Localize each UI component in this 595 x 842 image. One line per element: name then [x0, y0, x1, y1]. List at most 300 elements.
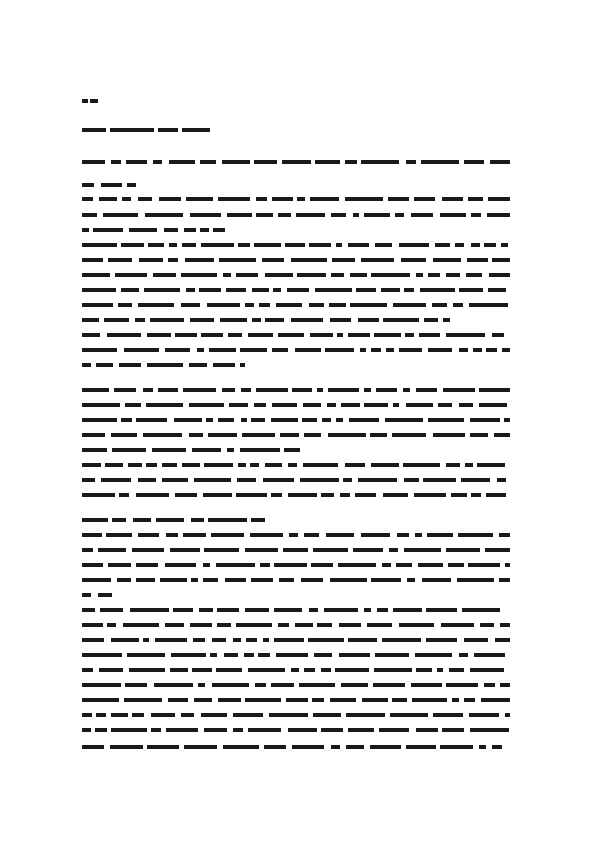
text-word-glyph: [160, 578, 187, 582]
text-word-glyph: [82, 448, 107, 452]
text-word-glyph: [121, 288, 139, 292]
text-word-glyph: [82, 593, 91, 597]
text-word-glyph: [486, 348, 497, 352]
text-word-glyph: [393, 403, 399, 407]
text-word-glyph: [407, 578, 415, 582]
text-word-glyph: [497, 478, 506, 482]
text-word-glyph: [165, 623, 184, 627]
text-word-glyph: [82, 258, 103, 262]
text-word-glyph: [473, 348, 482, 352]
text-word-glyph: [154, 683, 193, 687]
text-word-glyph: [477, 463, 505, 467]
text-word-glyph: [492, 745, 502, 749]
text-word-glyph: [213, 228, 225, 232]
text-word-glyph: [386, 348, 394, 352]
text-word-glyph: [170, 668, 188, 672]
text-word-glyph: [345, 197, 383, 201]
text-word-glyph: [313, 548, 348, 552]
text-word-glyph: [446, 683, 478, 687]
text-word-glyph: [480, 623, 494, 627]
text-word-glyph: [185, 258, 214, 262]
text-word-glyph: [443, 388, 475, 392]
text-word-glyph: [435, 243, 450, 247]
text-word-glyph: [186, 197, 213, 201]
text-word-glyph: [82, 713, 92, 717]
text-word-glyph: [201, 243, 234, 247]
text-word-glyph: [119, 493, 129, 497]
text-word-glyph: [325, 348, 354, 352]
text-word-glyph: [123, 623, 159, 627]
text-word-glyph: [330, 578, 367, 582]
text-word-glyph: [143, 638, 149, 642]
text-word-glyph: [82, 578, 111, 582]
text-word-glyph: [310, 197, 339, 201]
text-word-glyph: [183, 388, 216, 392]
text-word-glyph: [346, 713, 385, 717]
text-word-glyph: [248, 333, 273, 337]
text-word-glyph: [399, 243, 429, 247]
text-word-glyph: [199, 288, 221, 292]
text-word-glyph: [254, 243, 281, 247]
text-word-glyph: [300, 478, 339, 482]
text-word-glyph: [111, 160, 121, 164]
text-word-glyph: [107, 623, 116, 627]
text-word-glyph: [362, 698, 388, 702]
text-word-glyph: [138, 533, 159, 537]
text-word-glyph: [82, 638, 104, 642]
text-word-glyph: [446, 548, 480, 552]
text-word-glyph: [374, 668, 412, 672]
text-word-glyph: [183, 533, 206, 537]
text-word-glyph: [415, 533, 422, 537]
text-word-glyph: [110, 745, 143, 749]
text-word-glyph: [440, 745, 473, 749]
text-word-glyph: [147, 745, 179, 749]
text-word-glyph: [309, 608, 318, 612]
text-word-glyph: [424, 318, 438, 322]
text-word-glyph: [399, 348, 422, 352]
text-word-glyph: [191, 518, 204, 522]
text-word-glyph: [376, 388, 397, 392]
text-word-glyph: [303, 403, 321, 407]
text-word-glyph: [392, 698, 407, 702]
text-word-glyph: [358, 478, 397, 482]
top-label-glyphs: [82, 99, 210, 132]
text-word-glyph: [428, 273, 440, 277]
text-word-glyph: [286, 698, 308, 702]
text-word-glyph: [406, 403, 433, 407]
text-word-glyph: [248, 728, 281, 732]
text-word-glyph: [423, 478, 456, 482]
text-word-glyph: [499, 578, 510, 582]
text-word-glyph: [108, 258, 132, 262]
text-word-glyph: [505, 563, 510, 567]
text-word-glyph: [469, 303, 508, 307]
text-word-glyph: [138, 303, 174, 307]
text-word-glyph: [324, 608, 358, 612]
text-word-glyph: [237, 478, 256, 482]
text-word-glyph: [403, 388, 410, 392]
text-word-glyph: [125, 683, 147, 687]
text-word-glyph: [469, 713, 499, 717]
text-word-glyph: [433, 258, 461, 262]
text-word-glyph: [284, 448, 300, 452]
text-word-glyph: [283, 548, 308, 552]
text-word-glyph: [146, 463, 157, 467]
text-word-glyph: [192, 668, 212, 672]
text-word-glyph: [162, 463, 177, 467]
text-word-glyph: [159, 197, 181, 201]
text-word-glyph: [129, 228, 157, 232]
text-word-glyph: [501, 243, 508, 247]
text-word-glyph: [194, 478, 231, 482]
text-word-glyph: [339, 623, 361, 627]
text-word-glyph: [468, 563, 500, 567]
text-word-glyph: [364, 388, 371, 392]
text-word-glyph: [262, 258, 284, 262]
text-word-glyph: [189, 363, 207, 367]
text-word-glyph: [126, 160, 147, 164]
text-word-glyph: [82, 683, 121, 687]
text-word-glyph: [271, 683, 294, 687]
text-word-glyph: [125, 403, 141, 407]
text-word-glyph: [220, 318, 247, 322]
text-word-glyph: [212, 638, 226, 642]
text-word-glyph: [428, 348, 452, 352]
text-word-glyph: [420, 288, 455, 292]
text-word-glyph: [112, 448, 146, 452]
text-word-glyph: [289, 533, 298, 537]
text-word-glyph: [470, 418, 500, 422]
text-word-glyph: [353, 548, 383, 552]
text-word-glyph: [481, 698, 510, 702]
text-word-glyph: [451, 493, 467, 497]
text-word-glyph: [228, 333, 242, 337]
text-word-glyph: [236, 493, 267, 497]
text-word-glyph: [256, 197, 267, 201]
text-word-glyph: [361, 258, 394, 262]
text-word-glyph: [182, 243, 196, 247]
text-word-glyph: [459, 653, 468, 657]
text-word-glyph: [208, 518, 247, 522]
text-word-glyph: [433, 433, 465, 437]
text-word-glyph: [216, 668, 242, 672]
text-word-glyph: [401, 258, 426, 262]
text-word-glyph: [371, 273, 410, 277]
text-word-glyph: [82, 623, 103, 627]
text-word-glyph: [184, 745, 217, 749]
text-word-glyph: [218, 418, 234, 422]
text-word-glyph: [82, 563, 103, 567]
text-word-glyph: [414, 197, 435, 201]
text-word-glyph: [148, 243, 164, 247]
text-word-glyph: [204, 463, 233, 467]
text-word-glyph: [312, 698, 324, 702]
text-word-glyph: [82, 183, 94, 187]
text-word-glyph: [345, 160, 357, 164]
text-word-glyph: [278, 623, 289, 627]
text-word-glyph: [453, 303, 463, 307]
text-word-glyph: [117, 578, 131, 582]
text-word-glyph: [383, 493, 408, 497]
text-word-glyph: [165, 348, 190, 352]
text-word-glyph: [466, 273, 482, 277]
text-word-glyph: [486, 493, 506, 497]
text-word-glyph: [222, 160, 250, 164]
text-word-glyph: [238, 463, 246, 467]
text-word-glyph: [383, 318, 419, 322]
text-word-glyph: [490, 160, 510, 164]
text-word-glyph: [331, 213, 346, 217]
text-word-glyph: [252, 318, 261, 322]
text-word-glyph: [296, 213, 325, 217]
text-word-glyph: [99, 668, 123, 672]
text-word-glyph: [203, 563, 210, 567]
text-word-glyph: [82, 698, 119, 702]
text-word-glyph: [259, 303, 270, 307]
text-word-glyph: [304, 533, 319, 537]
text-word-glyph: [189, 433, 203, 437]
text-word-glyph: [442, 728, 464, 732]
text-word-glyph: [101, 478, 131, 482]
text-word-glyph: [82, 197, 93, 201]
text-word-glyph: [297, 273, 326, 277]
text-word-glyph: [173, 608, 193, 612]
text-word-glyph: [108, 563, 131, 567]
text-word-glyph: [207, 303, 240, 307]
text-word-glyph: [303, 463, 338, 467]
text-word-glyph: [330, 318, 351, 322]
text-word-glyph: [264, 745, 286, 749]
text-word-glyph: [201, 333, 223, 337]
text-word-glyph: [146, 403, 183, 407]
text-word-glyph: [204, 728, 227, 732]
text-word-glyph: [236, 623, 272, 627]
text-word-glyph: [329, 303, 346, 307]
text-word-glyph: [433, 713, 463, 717]
text-word-glyph: [198, 683, 205, 687]
text-word-glyph: [246, 638, 257, 642]
text-word-glyph: [105, 463, 123, 467]
text-word-glyph: [273, 288, 281, 292]
text-word-glyph: [82, 533, 102, 537]
text-word-glyph: [128, 463, 142, 467]
text-word-glyph: [364, 403, 388, 407]
text-word-glyph: [245, 303, 254, 307]
text-word-glyph: [121, 418, 132, 422]
text-word-glyph: [217, 623, 231, 627]
text-word-glyph: [346, 745, 364, 749]
text-word-glyph: [144, 288, 180, 292]
text-word-glyph: [99, 197, 117, 201]
text-word-glyph: [440, 213, 466, 217]
text-word-glyph: [326, 533, 354, 537]
text-word-glyph: [471, 213, 481, 217]
text-word-glyph: [218, 698, 241, 702]
text-word-glyph: [252, 288, 269, 292]
text-word-glyph: [256, 213, 273, 217]
text-word-glyph: [310, 333, 333, 337]
text-word-glyph: [426, 638, 457, 642]
text-word-glyph: [297, 197, 305, 201]
text-word-glyph: [98, 548, 126, 552]
text-word-glyph: [389, 548, 398, 552]
text-word-glyph: [260, 563, 270, 567]
text-word-glyph: [379, 728, 409, 732]
text-word-glyph: [321, 668, 331, 672]
text-word-glyph: [348, 243, 369, 247]
text-word-glyph: [254, 160, 277, 164]
text-word-glyph: [204, 548, 239, 552]
text-word-glyph: [233, 728, 243, 732]
text-word-glyph: [502, 348, 510, 352]
text-word-glyph: [371, 463, 399, 467]
text-word-glyph: [404, 288, 414, 292]
text-word-glyph: [350, 273, 367, 277]
text-word-glyph: [158, 388, 178, 392]
text-word-glyph: [274, 638, 304, 642]
text-word-glyph: [479, 388, 510, 392]
text-word-glyph: [271, 493, 282, 497]
text-word-glyph: [200, 228, 209, 232]
text-word-glyph: [441, 623, 474, 627]
text-word-glyph: [82, 333, 100, 337]
text-word-glyph: [484, 683, 495, 687]
text-word-glyph: [328, 388, 359, 392]
text-word-glyph: [278, 213, 291, 217]
text-word-glyph: [399, 623, 434, 627]
text-word-glyph: [392, 433, 426, 437]
text-word-glyph: [295, 348, 321, 352]
text-word-glyph: [175, 493, 197, 497]
text-word-glyph: [464, 160, 484, 164]
text-word-glyph: [250, 463, 259, 467]
text-word-glyph: [225, 578, 246, 582]
text-word-glyph: [175, 333, 197, 337]
text-word-glyph: [276, 653, 308, 657]
text-word-glyph: [190, 213, 221, 217]
text-word-glyph: [403, 463, 440, 467]
text-word-glyph: [165, 563, 196, 567]
text-word-glyph: [203, 578, 218, 582]
text-word-glyph: [331, 745, 340, 749]
text-word-glyph: [381, 288, 400, 292]
text-word-glyph: [304, 433, 321, 437]
text-word-glyph: [309, 303, 324, 307]
text-word-glyph: [226, 288, 246, 292]
text-word-glyph: [412, 698, 447, 702]
text-word-glyph: [248, 668, 285, 672]
text-word-glyph: [95, 728, 107, 732]
text-word-glyph: [341, 683, 368, 687]
text-word-glyph: [341, 403, 360, 407]
text-word-glyph: [245, 608, 269, 612]
text-word-glyph: [82, 463, 101, 467]
text-word-glyph: [292, 388, 312, 392]
text-word-glyph: [471, 243, 480, 247]
text-word-glyph: [488, 197, 510, 201]
text-word-glyph: [82, 303, 113, 307]
text-word-glyph: [393, 303, 426, 307]
text-word-glyph: [82, 518, 108, 522]
text-word-glyph: [276, 303, 302, 307]
text-word-glyph: [336, 418, 343, 422]
text-word-glyph: [470, 433, 488, 437]
text-word-glyph: [192, 448, 221, 452]
text-word-glyph: [223, 273, 231, 277]
text-word-glyph: [411, 683, 442, 687]
text-word-glyph: [321, 493, 334, 497]
text-word-glyph: [82, 548, 93, 552]
text-word-glyph: [461, 478, 490, 482]
text-word-glyph: [121, 243, 144, 247]
text-word-glyph: [396, 563, 412, 567]
text-word-glyph: [229, 403, 248, 407]
text-word-glyph: [271, 418, 298, 422]
text-word-glyph: [404, 478, 419, 482]
text-word-glyph: [111, 433, 137, 437]
text-word-glyph: [385, 418, 423, 422]
text-word-glyph: [171, 653, 206, 657]
text-word-glyph: [291, 258, 327, 262]
text-word-glyph: [427, 533, 453, 537]
text-word-glyph: [495, 638, 510, 642]
text-word-glyph: [285, 243, 305, 247]
text-word-glyph: [484, 243, 496, 247]
text-word-glyph: [218, 197, 250, 201]
text-word-glyph: [361, 160, 399, 164]
text-word-glyph: [199, 608, 213, 612]
text-word-glyph: [190, 623, 212, 627]
text-word-glyph: [166, 533, 178, 537]
text-word-glyph: [98, 593, 112, 597]
text-word-glyph: [136, 563, 158, 567]
text-word-glyph: [254, 403, 266, 407]
text-word-glyph: [322, 418, 331, 422]
text-word-glyph: [494, 433, 510, 437]
text-word-glyph: [474, 653, 505, 657]
text-word-glyph: [251, 418, 265, 422]
text-word-glyph: [411, 213, 433, 217]
text-word-glyph: [236, 273, 258, 277]
text-word-glyph: [455, 243, 464, 247]
text-word-glyph: [422, 578, 451, 582]
text-word-glyph: [340, 493, 350, 497]
text-word-glyph: [133, 518, 151, 522]
text-word-glyph: [194, 698, 212, 702]
text-word-glyph: [100, 608, 123, 612]
text-word-glyph: [242, 433, 275, 437]
text-word-glyph: [111, 713, 128, 717]
text-word-glyph: [265, 463, 282, 467]
text-word-glyph: [457, 578, 494, 582]
text-word-glyph: [446, 333, 485, 337]
text-word-glyph: [132, 713, 144, 717]
text-word-glyph: [500, 623, 510, 627]
text-word-glyph: [348, 333, 370, 337]
text-word-glyph: [471, 493, 481, 497]
text-word-glyph: [208, 433, 237, 437]
text-word-glyph: [292, 745, 324, 749]
text-word-glyph: [375, 653, 409, 657]
text-word-glyph: [265, 318, 284, 322]
text-word-glyph: [127, 653, 165, 657]
text-word-glyph: [96, 363, 113, 367]
text-word-glyph: [458, 533, 493, 537]
text-word-glyph: [203, 493, 232, 497]
text-word-glyph: [291, 318, 323, 322]
text-word-glyph: [184, 228, 196, 232]
